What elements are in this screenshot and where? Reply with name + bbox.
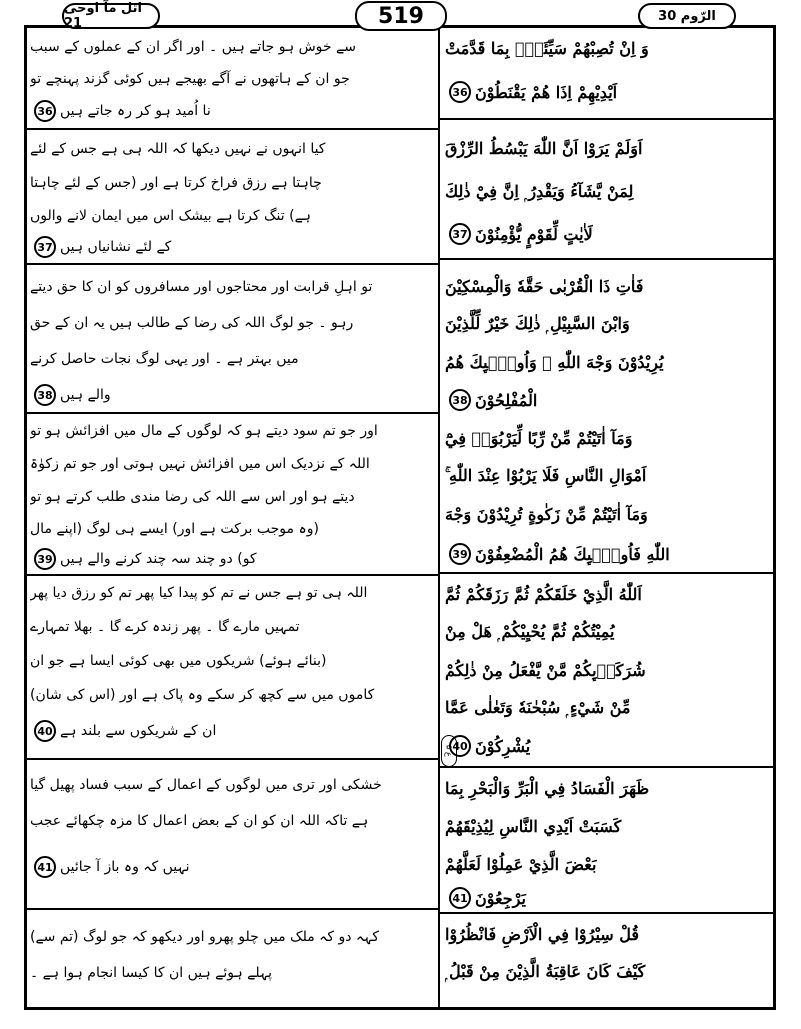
ayah-number: 36 bbox=[34, 100, 56, 122]
arabic-line: فَاٰتِ ذَا الْقُرْبٰى حَقَّهٗ وَالْمِسْكِيْنَ bbox=[445, 276, 644, 296]
page-number: 519 bbox=[355, 1, 447, 31]
urdu-line: سے خوش ہو جاتے ہیں ۔ اور اگر ان کے عملوں کے سبب bbox=[30, 39, 356, 55]
arabic-line: اَللّٰهُ الَّذِيْ خَلَقَكُمْ ثُمَّ رَزَقَكُمْ ثُمَّ bbox=[445, 584, 642, 604]
urdu-line: خشکی اور تری میں لوگوں کے اعمال کے سبب فساد پھیل گیا bbox=[30, 777, 382, 793]
urdu-line: میں بہتر ہے ۔ اور یہی لوگ نجات حاصل کرنے bbox=[30, 351, 299, 367]
urdu-line: (وہ موجب برکت ہے اور) ایسے ہی لوگ (اپنے مال bbox=[30, 521, 319, 537]
surah-label: الرّوم 30 bbox=[638, 3, 736, 29]
urdu-line: ہے تاکہ اللہ ان کو ان کے بعض اعمال کا مزہ چکھائے عجب bbox=[30, 813, 369, 829]
urdu-line: اور جو تم سود دیتے ہو کہ لوگوں کے مال میں افزائش ہو تو bbox=[30, 423, 378, 439]
ruku-marker: ع ۵ bbox=[441, 735, 457, 767]
arabic-line: اللّٰهِ فَاُولٰۗىِٕكَ هُمُ الْمُضْعِفُوْنَ 39 bbox=[445, 534, 771, 574]
urdu-line: چاہتا ہے رزق فراخ کرتا ہے اور (جس کے لئے چاہتا bbox=[30, 175, 322, 191]
urdu-line: کیا انہوں نے نہیں دیکھا کہ اللہ ہی ہے جس کے لئے bbox=[30, 141, 326, 157]
arabic-line: لَاٰيٰتٍ لِّقَوْمٍ يُّؤْمِنُوْنَ 37 bbox=[445, 214, 771, 254]
urdu-line: رہو ۔ جو لوگ اللہ کی رضا کے طالب ہیں یہ ان کے حق bbox=[30, 315, 354, 331]
urdu-line: اللہ ہی تو ہے جس نے تم کو پیدا کیا پھر تم کو رزق دیا پھر bbox=[30, 585, 368, 601]
ayah-number: 38 bbox=[449, 389, 471, 411]
urdu-line: والے ہیں 38 bbox=[30, 380, 434, 410]
arabic-line: يُمِيْتُكُمْ ثُمَّ يُحْيِيْكُمْ ۭ هَلْ مِنْ bbox=[445, 622, 615, 641]
urdu-line: تمہیں مارے گا ۔ پھر زندہ کرے گا ۔ بھلا تمہارے bbox=[30, 619, 300, 635]
ayah-number: 37 bbox=[449, 223, 471, 245]
arabic-line: لِمَنْ يَّشَآءُ وَيَقْدِرُ ۭ اِنَّ فِيْ ذٰلِكَ bbox=[445, 182, 634, 201]
arabic-line: وَابْنَ السَّبِيْلِ ۭ ذٰلِكَ خَيْرٌ لِّلَّذِيْنَ bbox=[445, 314, 630, 333]
arabic-line: يُرِيْدُوْنَ وَجْهَ اللّٰهِ ۡ وَاُولٰۗىِٕكَ هُمُ bbox=[445, 352, 664, 372]
arabic-line: اَمْوَالِ النَّاسِ فَلَا يَرْبُوْا عِنْدَ اللّٰهِ ۚ bbox=[445, 466, 647, 485]
urdu-line: نہیں کہ وہ باز آ جائیں 41 bbox=[30, 852, 434, 882]
section-separator bbox=[440, 118, 774, 120]
urdu-line: کے لئے نشانیاں ہیں 37 bbox=[30, 232, 434, 262]
arabic-line: يَرْجِعُوْنَ 41 bbox=[445, 878, 771, 918]
urdu-line: ان کے شریکوں سے بلند ہے 40 bbox=[30, 716, 434, 746]
ayah-number: 41 bbox=[449, 887, 471, 909]
arabic-line: ظَهَرَ الْفَسَادُ فِي الْبَرِّ وَالْبَحْرِ بِمَا bbox=[445, 778, 650, 798]
section-separator bbox=[27, 128, 438, 130]
section-separator bbox=[27, 758, 438, 760]
section-separator bbox=[27, 263, 438, 265]
urdu-line: ہے) تنگ کرتا ہے بیشک اس میں ایمان لانے والوں bbox=[30, 208, 311, 224]
urdu-line: کاموں میں سے کچھ کر سکے وہ پاک ہے اور (اس کی شان) bbox=[30, 687, 375, 703]
ayah-number: 40 bbox=[34, 720, 56, 742]
ayah-number: 39 bbox=[34, 548, 56, 570]
arabic-line: الْمُفْلِحُوْنَ 38 bbox=[445, 380, 771, 420]
urdu-line: کو) دو چند سہ چند کرنے والے ہیں 39 bbox=[30, 544, 434, 574]
section-separator bbox=[27, 412, 438, 414]
arabic-line: قُلْ سِيْرُوْا فِي الْاَرْضِ فَانْظُرُوْا bbox=[445, 924, 640, 944]
arabic-line: شُرَكَاۗىِٕكُمْ مَّنْ يَّفْعَلُ مِنْ ذٰلِكُمْ bbox=[445, 660, 646, 680]
section-separator bbox=[27, 574, 438, 576]
ayah-number: 38 bbox=[34, 384, 56, 406]
arabic-line: اَوَلَمْ يَرَوْا اَنَّ اللّٰهَ يَبْسُطُ الرِّزْقَ bbox=[445, 138, 643, 158]
urdu-line: دیتے ہو اور اس سے اللہ کی رضا مندی طلب کرتے ہو تو bbox=[30, 489, 355, 505]
arabic-line: وَمَآ اٰتَيْتُمْ مِّنْ رِّبًا لِّيَرْبُوَا۟ فِيْٓ bbox=[445, 428, 633, 448]
juz-label: اتل مآ اوحی 21 bbox=[62, 3, 160, 29]
arabic-line: اَيْدِيْهِمْ اِذَا هُمْ يَقْنَطُوْنَ 36 bbox=[445, 72, 771, 112]
urdu-line: اللہ کے نزدیک اس میں افزائش نہیں ہوتی اور جو تم زکوٰۃ bbox=[30, 456, 370, 472]
arabic-line: كَسَبَتْ اَيْدِي النَّاسِ لِيُذِيْقَهُمْ bbox=[445, 816, 622, 836]
arabic-line: وَ اِنْ تُصِبْهُمْ سَيِّئَةٌۢ بِمَا قَدَّمَتْ bbox=[445, 38, 649, 58]
arabic-line: يُشْرِكُوْنَ 40 bbox=[445, 726, 771, 766]
ayah-number: 37 bbox=[34, 236, 56, 258]
urdu-line: نا اُمید ہو کر رہ جاتے ہیں 36 bbox=[30, 96, 434, 126]
arabic-line: بَعْضَ الَّذِيْ عَمِلُوْا لَعَلَّهُمْ bbox=[445, 854, 597, 874]
urdu-line: تو اہلِ قرابت اور محتاجوں اور مسافروں کو ان کا حق دیتے bbox=[30, 279, 373, 295]
urdu-line: کہہ دو کہ ملک میں چلو پھرو اور دیکھو کہ جو لوگ (تم سے) bbox=[30, 929, 380, 945]
section-separator bbox=[27, 908, 438, 910]
arabic-line: كَيْفَ كَانَ عَاقِبَةُ الَّذِيْنَ مِنْ قَبْلُ ۭ bbox=[445, 962, 646, 981]
ayah-number: 40 bbox=[449, 735, 471, 757]
ayah-number: 39 bbox=[449, 543, 471, 565]
ayah-number: 41 bbox=[34, 856, 56, 878]
urdu-line: (بنائے ہوئے) شریکوں میں بھی کوئی ایسا ہے جو ان bbox=[30, 653, 327, 669]
section-separator bbox=[440, 258, 774, 260]
column-divider bbox=[438, 25, 440, 1010]
arabic-line: وَمَآ اٰتَيْتُمْ مِّنْ زَكٰوةٍ تُرِيْدُوْنَ وَجْهَ bbox=[445, 504, 648, 524]
ayah-number: 36 bbox=[449, 81, 471, 103]
urdu-line: جو ان کے ہاتھوں نے آگے بھیجے ہیں کوئی گزند پہنچے تو bbox=[30, 71, 350, 87]
urdu-line: پہلے ہوئے ہیں ان کا کیسا انجام ہوا ہے ۔ bbox=[30, 965, 273, 981]
arabic-line: مِّنْ شَيْءٍ ۭ سُبْحٰنَهٗ وَتَعٰلٰى عَمَّا bbox=[445, 698, 631, 717]
